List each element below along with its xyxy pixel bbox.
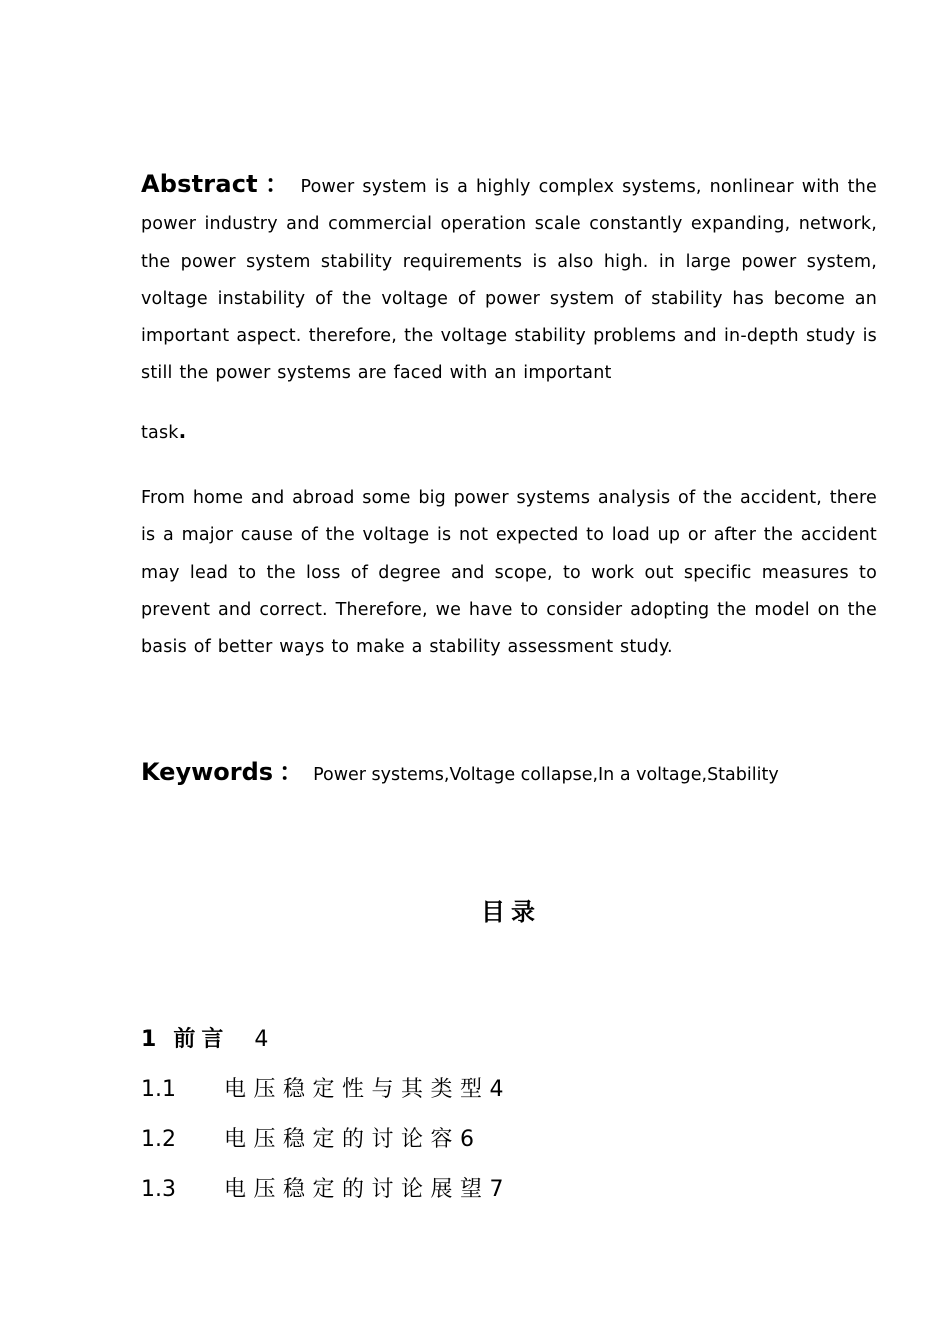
keywords-section <box>141 752 877 787</box>
abstract-paragraph <box>141 166 877 393</box>
abstract-label: Abstract <box>141 170 258 198</box>
toc-entry[interactable] <box>141 1122 877 1172</box>
toc-entry[interactable] <box>141 1022 877 1072</box>
abstract-tail-dot: . <box>178 418 187 443</box>
toc-entry-number: 1.1 <box>141 1077 176 1102</box>
toc-title-text: 目录 <box>481 898 541 926</box>
keywords-text: Power systems,Voltage collapse,In a voltage,Stability <box>313 765 779 785</box>
toc-entry-page: 4 <box>489 1077 504 1102</box>
toc-entry-title: 前言 <box>173 1027 230 1052</box>
toc-entry-page: 6 <box>460 1127 475 1152</box>
toc-entry[interactable] <box>141 1172 877 1222</box>
abstract-second-paragraph <box>141 480 877 666</box>
abstract-text: Power system is a highly complex systems, nonlinear with the power industry and commercial operation scale constantly expanding, network, the power system stability requirements is also high. in large power system, voltage instability of the voltage of power system of stability has become an important aspect. therefore, the voltage stability problems and in-depth study is still the power systems are faced with an important <box>141 177 877 384</box>
toc-entry-number: 1 <box>141 1027 157 1052</box>
abstract-section <box>141 166 877 452</box>
keywords-label: Keywords <box>141 758 274 786</box>
abstract-tail-word: task <box>141 422 179 443</box>
toc-entry-number: 1.3 <box>141 1177 176 1202</box>
toc-entry-title: 电压稳定的讨论容 <box>224 1127 461 1152</box>
abstract-tail <box>141 413 877 452</box>
keywords-colon: ： <box>279 758 304 786</box>
table-of-contents <box>141 1022 877 1222</box>
toc-entry[interactable] <box>141 1072 877 1122</box>
toc-entry-page: 7 <box>489 1177 504 1202</box>
abstract-colon: ： <box>263 170 291 198</box>
toc-entry-page: 4 <box>254 1027 269 1052</box>
toc-entry-title: 电压稳定的讨论展望 <box>224 1177 490 1202</box>
toc-entry-number: 1.2 <box>141 1127 176 1152</box>
toc-title <box>141 892 877 927</box>
paragraph-2-text: From home and abroad some big power systems analysis of the accident, there is a major cause of the voltage is not expected to load up or after the accident may lead to the loss of degree and scope, to work out specific measures to prevent and correct. Therefore, we have to consider adopting the model on the basis of better ways to make a stability assessment study. <box>141 488 877 658</box>
toc-entry-title: 电压稳定性与其类型 <box>224 1077 490 1102</box>
